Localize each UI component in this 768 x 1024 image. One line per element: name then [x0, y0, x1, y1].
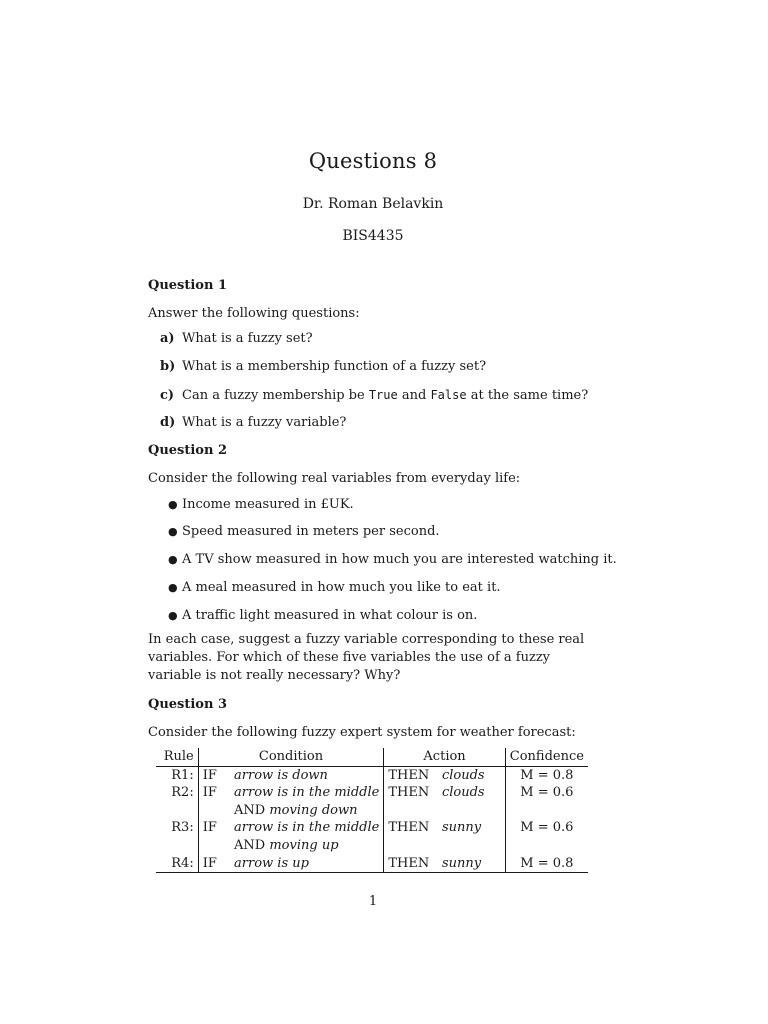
- condition-text: arrow is up: [230, 855, 384, 873]
- document-title: Questions 8: [308, 149, 438, 173]
- table-row: [156, 819, 588, 837]
- document-page: [148, 0, 617, 1024]
- then-keyword: THEN: [384, 855, 438, 873]
- bullet-text: Income measured in £UK.: [182, 497, 354, 512]
- condition-text: arrow is down: [230, 766, 384, 784]
- if-keyword: IF: [202, 767, 217, 783]
- bullet-text: A traffic light measured in what colour is on.: [182, 608, 478, 623]
- condition-text: arrow is in the middle: [230, 784, 384, 802]
- question-2-heading: Question 2: [148, 443, 228, 458]
- bullet-icon: ●: [168, 581, 178, 594]
- bullet-text: Speed measured in meters per second.: [182, 524, 440, 539]
- item-label: c): [160, 388, 175, 403]
- col-header-condition: Condition: [198, 748, 384, 766]
- rule-id: [156, 802, 198, 820]
- item-text-post: at the same time?: [466, 388, 589, 403]
- rule-id: R3:: [156, 819, 198, 837]
- table-row: [156, 802, 588, 820]
- question-2-bullet: [168, 551, 617, 569]
- action-text: clouds: [438, 766, 505, 784]
- bullet-text: A meal measured in how much you like to eat it.: [182, 580, 501, 595]
- question-2-bullet: [168, 579, 501, 597]
- item-label: d): [160, 415, 176, 430]
- question-1-heading: Question 1: [148, 278, 228, 293]
- and-keyword: AND: [234, 802, 270, 818]
- question-3-heading: Question 3: [148, 697, 228, 712]
- document-author: Dr. Roman Belavkin: [302, 196, 444, 212]
- if-keyword: IF: [202, 820, 217, 836]
- condition-continuation: moving up: [269, 837, 339, 853]
- condition-continuation: moving down: [269, 802, 358, 818]
- action-text: sunny: [438, 855, 505, 873]
- question-1-item-d: [160, 414, 346, 432]
- if-keyword: [198, 837, 230, 855]
- confidence-value: M = 0.8: [505, 855, 588, 873]
- table-row: [156, 855, 588, 873]
- then-keyword: THEN: [388, 785, 430, 801]
- table-row: [156, 766, 588, 784]
- question-2-bullet: [168, 523, 440, 541]
- bullet-icon: ●: [168, 553, 178, 566]
- question-2-bullet: [168, 496, 354, 514]
- confidence-value: M = 0.8: [520, 767, 574, 783]
- question-2-closing: In each case, suggest a fuzzy variable corresponding to these real variables. For which of these five variables the use of a fuzzy variable is not really necessary? Why?: [148, 632, 585, 683]
- item-text-pre: Can a fuzzy membership be: [182, 388, 369, 403]
- bullet-icon: ●: [168, 609, 178, 622]
- item-label: b): [160, 359, 176, 374]
- col-header-action: Action: [384, 748, 505, 766]
- col-header-rule: Rule: [156, 748, 198, 766]
- confidence-value: [505, 802, 588, 820]
- condition-text: [230, 802, 384, 820]
- rule-id: R1:: [156, 766, 198, 784]
- bullet-icon: ●: [168, 525, 178, 538]
- then-keyword: THEN: [388, 820, 430, 836]
- action-text: sunny: [438, 819, 505, 837]
- question-1-item-b: [160, 358, 486, 376]
- if-keyword: [198, 802, 230, 820]
- rule-id: [156, 837, 198, 855]
- confidence-value: M = 0.6: [520, 820, 574, 836]
- question-2-intro: Consider the following real variables from everyday life:: [148, 471, 521, 486]
- and-keyword: AND: [234, 837, 270, 853]
- if-keyword: IF: [198, 855, 230, 873]
- code-false: False: [430, 388, 467, 402]
- condition-text: arrow is in the middle: [230, 819, 384, 837]
- table-row: [156, 784, 588, 802]
- question-2-bullet: [168, 607, 477, 625]
- action-text: clouds: [438, 784, 505, 802]
- code-true: True: [368, 388, 398, 402]
- condition-text: [230, 837, 384, 855]
- item-label: a): [160, 331, 175, 346]
- then-keyword: THEN: [388, 767, 430, 783]
- bullet-icon: ●: [168, 498, 178, 511]
- table-row: [156, 837, 588, 855]
- then-keyword: [384, 837, 438, 855]
- item-text: What is a fuzzy set?: [182, 331, 313, 346]
- question-1-item-c: [160, 386, 588, 405]
- action-text: [438, 837, 505, 855]
- confidence-value: M = 0.6: [520, 785, 574, 801]
- item-text-mid: and: [397, 388, 431, 403]
- confidence-value: [505, 837, 588, 855]
- question-1-intro: Answer the following questions:: [148, 306, 360, 321]
- col-header-confidence: Confidence: [505, 748, 588, 766]
- course-code: BIS4435: [342, 228, 404, 244]
- question-3-intro: Consider the following fuzzy expert system for weather forecast:: [148, 725, 576, 740]
- item-text: What is a fuzzy variable?: [182, 415, 347, 430]
- rule-id: R2:: [156, 784, 198, 802]
- action-text: [438, 802, 505, 820]
- question-1-item-a: [160, 330, 313, 348]
- bullet-text: A TV show measured in how much you are interested watching it.: [182, 552, 617, 567]
- rule-id: R4:: [156, 855, 198, 873]
- if-keyword: IF: [202, 785, 217, 801]
- rules-table: [156, 748, 588, 873]
- item-text: What is a membership function of a fuzzy set?: [182, 359, 487, 374]
- table-header-row: [156, 748, 588, 766]
- then-keyword: [384, 802, 438, 820]
- page-number: 1: [368, 894, 378, 909]
